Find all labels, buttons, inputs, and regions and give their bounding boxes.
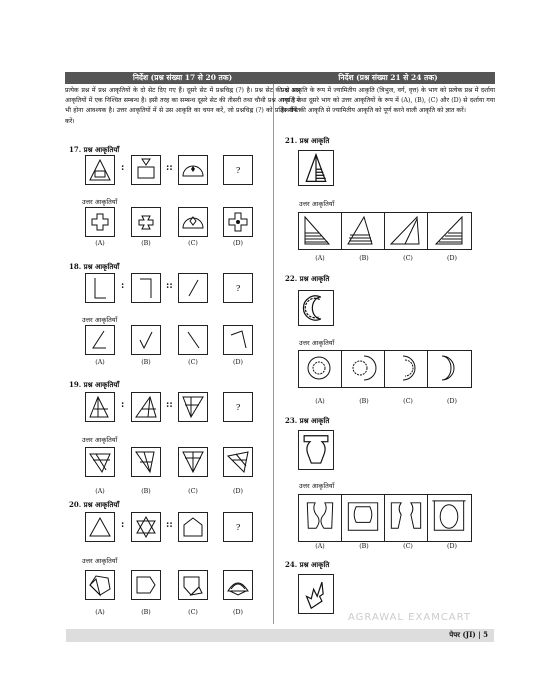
q22-label-a: (A): [315, 398, 325, 405]
q19-label-b: (B): [141, 488, 151, 495]
q17-label-c: (C): [188, 240, 198, 247]
q22-option-a[interactable]: [299, 351, 342, 387]
q18-fig3: [178, 273, 208, 303]
q18-option-b[interactable]: [131, 325, 161, 355]
q18-title: 18. प्रश्न आकृतियाँ: [69, 262, 120, 271]
q18-answer-label: उत्तर आकृतियाँ: [82, 316, 118, 324]
q22-option-c[interactable]: [385, 351, 428, 387]
right-directions-header: निर्देश (प्रश्न संख्या 21 से 24 तक): [281, 72, 495, 84]
q18-fig4: [223, 273, 253, 303]
q21-title: 21. प्रश्न आकृति: [285, 136, 330, 145]
q17-sep2: ::: [166, 163, 173, 173]
q24-title: 24. प्रश्न आकृति: [285, 560, 330, 569]
q20-fig4: [223, 512, 253, 542]
q18-fig1: [85, 273, 115, 303]
q21-answer-label: उत्तर आकृतियाँ: [299, 200, 335, 208]
q20-fig2: [131, 512, 161, 542]
q23-answer-label: उत्तर आकृतियाँ: [299, 482, 335, 490]
q23-label-b: (B): [359, 543, 369, 550]
q22-answer-label: उत्तर आकृतियाँ: [299, 339, 335, 347]
page-number: पेपर (JI) | 5: [449, 630, 488, 639]
q19-option-a[interactable]: [85, 447, 115, 477]
q22-title: 22. प्रश्न आकृति: [285, 274, 330, 283]
q19-answer-label: उत्तर आकृतियाँ: [82, 436, 118, 444]
q22-label-c: (C): [403, 398, 413, 405]
q20-sep1: :: [121, 520, 125, 530]
q21-answer-strip: [298, 212, 472, 250]
q18-label-a: (A): [95, 359, 105, 366]
right-column: [281, 72, 495, 117]
q17-option-a[interactable]: [85, 207, 115, 237]
q21-option-a[interactable]: [299, 213, 342, 249]
q19-option-c[interactable]: [178, 447, 208, 477]
q17-answer-label: उत्तर आकृतियाँ: [82, 198, 118, 206]
q20-label-a: (A): [95, 609, 105, 616]
q19-fig1: [85, 392, 115, 422]
q23-label-a: (A): [315, 543, 325, 550]
q21-label-b: (B): [359, 255, 369, 262]
q19-label-d: (D): [233, 488, 243, 495]
q19-fig4: [223, 392, 253, 422]
q17-option-c[interactable]: [178, 207, 208, 237]
q20-label-b: (B): [141, 609, 151, 616]
q23-option-c[interactable]: [385, 495, 428, 541]
q23-question-figure: [298, 430, 334, 470]
q20-option-a[interactable]: [85, 570, 115, 600]
q17-label-d: (D): [233, 240, 243, 247]
q23-option-b[interactable]: [342, 495, 385, 541]
q19-sep1: :: [121, 400, 125, 410]
q19-label-a: (A): [95, 488, 105, 495]
q23-option-a[interactable]: [299, 495, 342, 541]
q17-title: 17. प्रश्न आकृतियाँ: [69, 145, 120, 154]
q19-option-d[interactable]: [223, 447, 253, 477]
q20-label-c: (C): [188, 609, 198, 616]
svg-text:?: ?: [236, 284, 241, 293]
q22-answer-strip: [298, 350, 472, 388]
q19-label-c: (C): [188, 488, 198, 495]
q19-title: 19. प्रश्न आकृतियाँ: [69, 380, 120, 389]
watermark: AGRAWAL EXAMCART: [348, 612, 471, 623]
q20-answer-label: उत्तर आकृतियाँ: [82, 557, 118, 565]
q21-label-d: (D): [447, 255, 457, 262]
q21-label-c: (C): [403, 255, 413, 262]
q21-option-c[interactable]: [385, 213, 428, 249]
q20-fig1: [85, 512, 115, 542]
q22-label-d: (D): [447, 398, 457, 405]
column-divider: [273, 72, 274, 624]
q20-label-d: (D): [233, 609, 243, 616]
q19-fig2: [131, 392, 161, 422]
q18-fig2: [131, 273, 161, 303]
q22-option-d[interactable]: [428, 351, 471, 387]
q22-option-b[interactable]: [342, 351, 385, 387]
q18-option-c[interactable]: [178, 325, 208, 355]
q18-option-d[interactable]: [223, 325, 253, 355]
q22-question-figure: [298, 290, 334, 326]
q21-label-a: (A): [315, 255, 325, 262]
q23-title: 23. प्रश्न आकृति: [285, 416, 330, 425]
q23-option-d[interactable]: [428, 495, 471, 541]
q23-answer-strip: [298, 494, 472, 542]
left-column: [65, 72, 300, 127]
q20-title: 20. प्रश्न आकृतियाँ: [69, 500, 120, 509]
q17-label-a: (A): [95, 240, 105, 247]
svg-text:?: ?: [236, 523, 241, 532]
q21-option-d[interactable]: [428, 213, 471, 249]
q18-sep1: :: [121, 281, 125, 291]
q18-option-a[interactable]: [85, 325, 115, 355]
q19-option-b[interactable]: [131, 447, 161, 477]
q23-label-c: (C): [403, 543, 413, 550]
q17-fig3: [178, 155, 208, 185]
right-directions-text: प्रश्न आकृति के रूप में ज्यामितीय आकृति (त्रिभुज, वर्ग, वृत्त) के भाग को प्रत्येक प्रश्न में दर्शाया गया है तथा दूसरे भाग को उत्तर आकृतियों के रूप में (A), (B), (C) और (D) से दर्शाया गया है। नीचे की आकृति से ज्यामितीय आकृति को पूर्ण करने वाली आकृति को ज्ञात करें।: [281, 87, 495, 115]
q20-sep2: ::: [166, 520, 173, 530]
q21-option-b[interactable]: [342, 213, 385, 249]
q17-fig1: [85, 155, 115, 185]
q18-sep2: ::: [166, 281, 173, 291]
q24-question-figure: [298, 574, 334, 614]
q18-label-d: (D): [233, 359, 243, 366]
svg-text:?: ?: [236, 166, 241, 175]
q17-fig2: [131, 155, 161, 185]
q18-label-c: (C): [188, 359, 198, 366]
q19-fig3: [178, 392, 208, 422]
q19-sep2: ::: [166, 400, 173, 410]
q20-option-d[interactable]: [223, 570, 253, 600]
q18-label-b: (B): [141, 359, 151, 366]
q21-question-figure: [298, 150, 334, 186]
left-directions-text: प्रत्येक प्रश्न में प्रश्न आकृतियों के दो सेट दिए गए हैं। दूसरे सेट में प्रश्नचिह्न (?) है। प्रश्न सेट की दो प्रश्न आकृतियों में एक निश्चित सम्बन्ध है। इसी तरह का सम्बन्ध दूसरे सेट की तीसरी तथा चौथी प्रश्न आकृति में भी होना आवश्यक है। उत्तर आकृतियों में से उस आकृति का चयन करें, जो प्रश्नचिह्न (?) को प्रतिस्थापित करें।: [65, 87, 300, 125]
q17-sep1: :: [121, 163, 125, 173]
q20-option-c[interactable]: [178, 570, 208, 600]
page-footer: [66, 629, 494, 642]
left-directions-header: निर्देश (प्रश्न संख्या 17 से 20 तक): [65, 72, 300, 84]
q17-option-d[interactable]: [223, 207, 253, 237]
q17-label-b: (B): [141, 240, 151, 247]
q17-fig4: [223, 155, 253, 185]
q20-option-b[interactable]: [131, 570, 161, 600]
svg-text:?: ?: [236, 403, 241, 412]
q23-label-d: (D): [447, 543, 457, 550]
q22-label-b: (B): [359, 398, 369, 405]
q17-option-b[interactable]: [131, 207, 161, 237]
q20-fig3: [178, 512, 208, 542]
